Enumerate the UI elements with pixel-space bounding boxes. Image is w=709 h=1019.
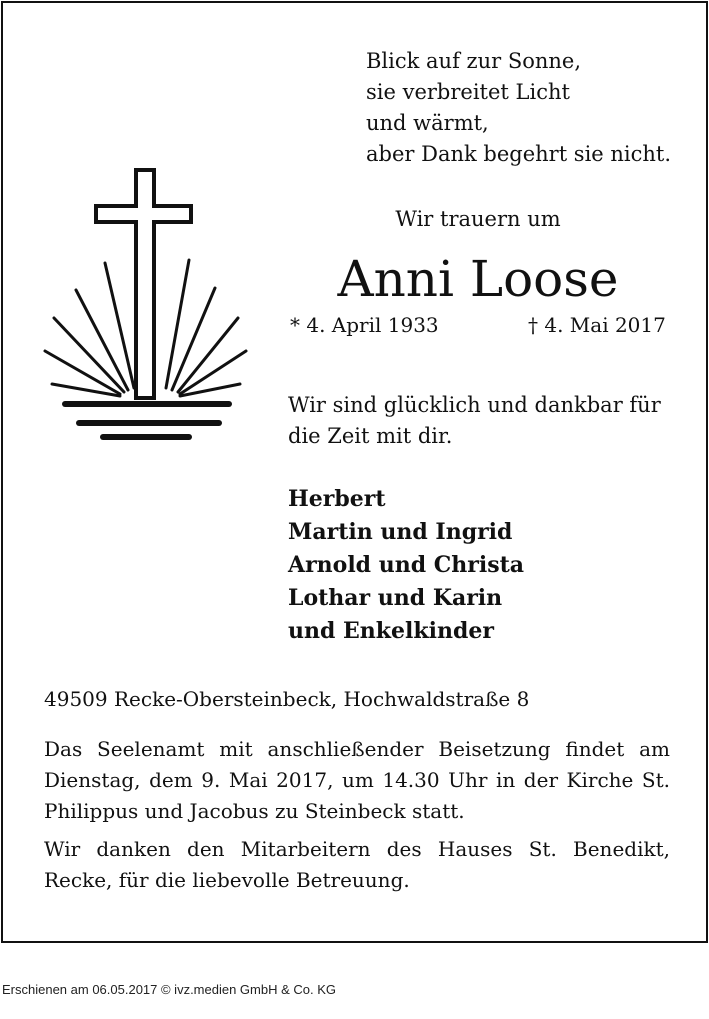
birth-date: * 4. April 1933 <box>290 313 439 337</box>
funeral-notice: Das Seelenamt mit anschließender Beisetzung findet am Dienstag, dem 9. Mai 2017, um 14.30 Uhr in der Kirche St. Philippus und Jacobus zu Steinbeck statt. <box>44 737 670 823</box>
gratitude-line: die Zeit mit dir. <box>288 424 453 448</box>
gratitude-text <box>288 390 661 452</box>
publication-footer: Erschienen am 06.05.2017 © ivz.medien GmbH & Co. KG <box>2 982 337 997</box>
address: 49509 Recke-Obersteinbeck, Hochwaldstraße 8 <box>44 687 530 711</box>
poem-line: und wärmt, <box>366 111 489 135</box>
thanks-notice: Wir danken den Mitarbeitern des Hauses St. Benedikt, Recke, für die liebevolle Betreuung. <box>44 837 670 892</box>
family-member: Arnold und Christa <box>288 552 525 578</box>
family-member: Lothar und Karin <box>288 585 503 611</box>
family-member: und Enkelkinder <box>288 618 494 644</box>
poem-line: Blick auf zur Sonne, <box>366 49 582 73</box>
poem-line: sie verbreitet Licht <box>366 80 570 104</box>
death-date: † 4. Mai 2017 <box>528 313 666 337</box>
poem <box>366 46 671 170</box>
cross-with-rays-icon <box>40 166 250 448</box>
gratitude-line: Wir sind glücklich und dankbar für <box>288 393 661 417</box>
mourning-text: Wir trauern um <box>395 207 561 231</box>
family-member: Herbert <box>288 486 386 512</box>
deceased-name: Anni Loose <box>337 250 619 308</box>
family-member: Martin und Ingrid <box>288 519 513 545</box>
family-list <box>288 483 524 648</box>
poem-line: aber Dank begehrt sie nicht. <box>366 142 672 166</box>
